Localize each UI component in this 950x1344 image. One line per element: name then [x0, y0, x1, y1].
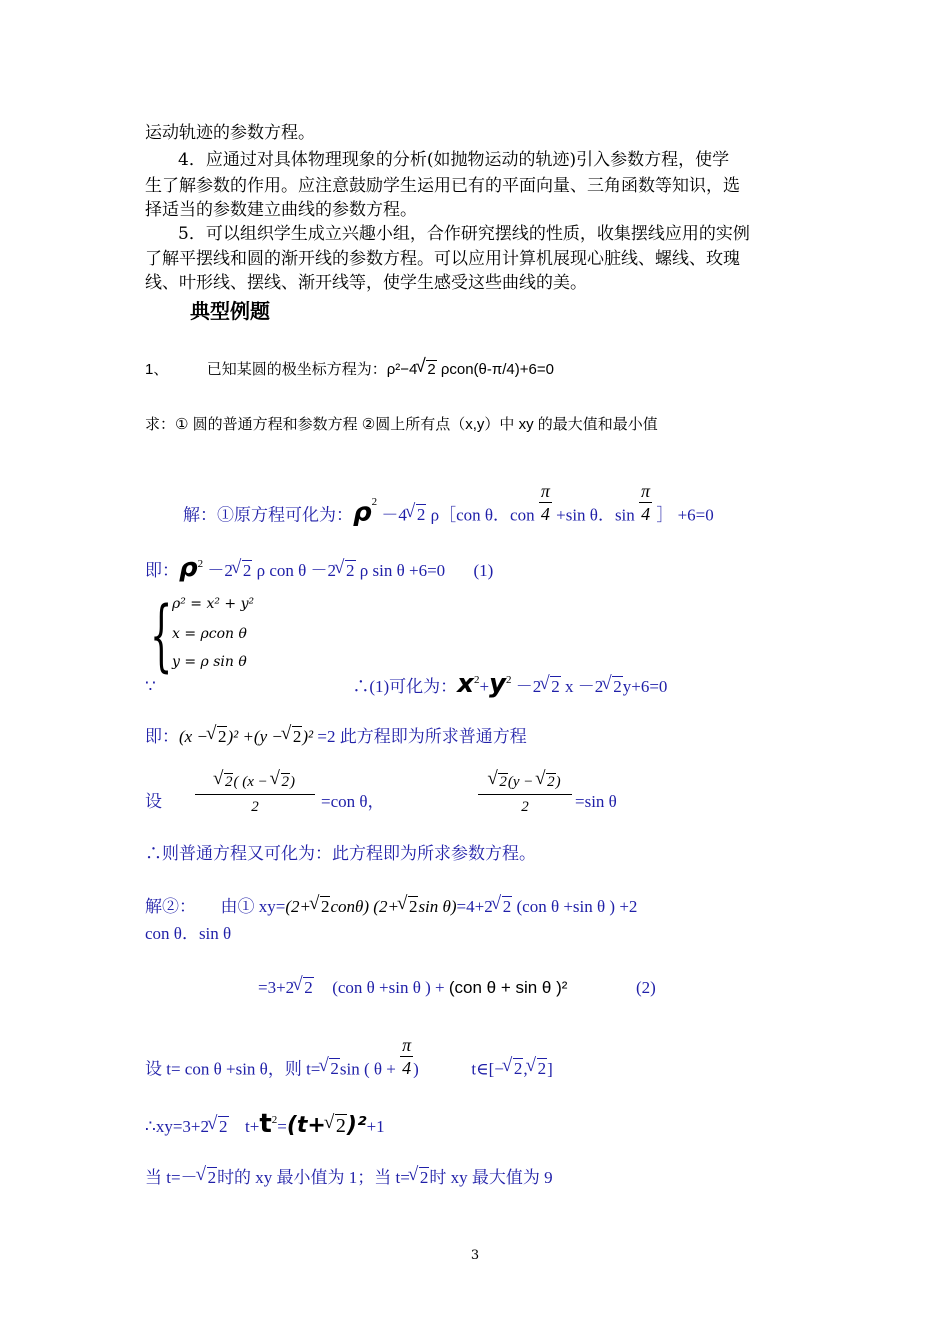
solution-line-8: =3+2√ 2 (con θ +sin θ ) + (con θ + sin θ )² (2) [258, 976, 656, 1000]
intro-line: 运动轨迹的参数方程。 [145, 123, 315, 143]
intro-line: 了解平摆线和圆的渐开线的参数方程。可以应用计算机展现心脏线、螺线、玫瑰 [145, 249, 740, 269]
document-page: 运动轨迹的参数方程。 4．应通过对具体物理现象的分析(如抛物运动的轨迹)引入参数方程，使学 生了解参数的作用。应注意鼓励学生运用已有的平面向量、三角函数等知识，选 择适当的参数建立曲线的参数方程。 5．可以组织学生成立兴趣小组，合作研究摆线的性质，收集摆线应用的实例 了解平摆线和圆的渐开线的参数方程。可以应用计算机展现心脏线、螺线、玫瑰 线、叶形线、摆线、渐开线等，使学生感受这些曲线的美。 典型例题 1、 已知某圆的极坐标方程为：ρ²−4√ 2 ρcon(θ-π/4)+6=0 求：① 圆的普通方程和参数方程 ②圆上所有点（x,y）中 xy 的最大值和最小值 解：①原方程可化为：$\rho^2 -4√$ 2 ρ［con θ．con $\frac{\pi}{4} +\sin$ θ．sin $\frac{\pi}{4}$ ］ +6=0 即：$\rho^2 -2√$ 2 ρ con θ －2√ 2 ρ sin θ +6=0 (1) { ρ² = x² + y² x = ρcon θ y = ρ sin θ ∵ ∴(1)可化为：$x^2+y^2 -2√$ 2 x －2√ 2y+6=0 即：(x −√ 2)² +(y −√ 2)² =2 此方程即为所求普通方程 设 √ $\frac{2( (x - √ 2)}{2}$ =con θ， √ $\frac{2(y - √ 2)}{2}$ =sin θ ∴则普通方程又可化为：此方程即为所求参数方程。 解②： 由① xy=(2+√ 2conθ) (2+√ 2sin θ)=4+2√ 2 (con θ +sin θ ) +2 con θ．sin θ =3+2√ 2 (con θ +sin θ ) + (con θ + sin θ )² (2) 设 t= con θ +sin θ，则 t=√ 2sin ( θ + $\frac{\pi}{4}$) t∈[−√ 2,√ 2] ∴xy=3+2√ 2 $t+t^2=(t+√$ 2)²+1 当 t=－√ 2时的 xy 最小值为 1；当 t=√ 2时 xy 最大值为 9 3 [0, 0, 950, 1344]
solution-line-5: 设 √ $\frac{2( (x - √ 2)}{2}$ =con θ， √ $\frac{2(y - √ 2)}{2}$ =sin θ [145, 770, 162, 810]
section-heading: 典型例题 [190, 299, 270, 323]
intro-line: 4．应通过对具体物理现象的分析(如抛物运动的轨迹)引入参数方程，使学 [178, 150, 730, 170]
intro-line: 5．可以组织学生成立兴趣小组，合作研究摆线的性质，收集摆线应用的实例 [178, 224, 750, 244]
pi-over-4: $\frac{\pi}{4}$ [540, 481, 550, 524]
intro-line: 线、叶形线、摆线、渐开线等，使学生感受这些曲线的美。 [145, 273, 587, 293]
problem-line [145, 358, 554, 382]
solution-line-6: ∴则普通方程又可化为：此方程即为所求参数方程。 [145, 844, 536, 863]
pi-over-4: $\frac{\pi}{4}$ [402, 1035, 412, 1078]
fraction: √ $\frac{2(y - √ 2)}{2}$ [478, 770, 572, 819]
problem-ask: 求：① 圆的普通方程和参数方程 ②圆上所有点（x,y）中 xy 的最大值和最小值 [145, 416, 658, 433]
sqrt-symbol: √ 2 [417, 358, 436, 382]
intro-line: 择适当的参数建立曲线的参数方程。 [145, 200, 417, 220]
solution-line-7b: con θ．sin θ [145, 924, 232, 943]
solution-line-1: 解：①原方程可化为：$\rho^2 -4√$ 2 ρ［con θ．con $\frac{\pi}{4} +\sin$ θ．sin $\frac{\pi}{4}$ ］ +6=0 [183, 494, 714, 539]
solution-line-9: 设 t= con θ +sin θ，则 t=√ 2sin ( θ + $\frac{\pi}{4}$) t∈[−√ 2,√ 2] [145, 1048, 553, 1093]
problem-text: 已知某圆的极坐标方程为：ρ²−4 [206, 361, 418, 378]
pi-over-4: $\frac{\pi}{4}$ [641, 481, 651, 524]
fraction: √ $\frac{2( (x - √ 2)}{2}$ [195, 770, 315, 819]
solution-line-3: ∵ ∴(1)可化为：$x^2+y^2 -2√$ 2 x －2√ 2y+6=0 [145, 672, 667, 699]
problem-text: ρcon(θ-π/4)+6=0 [440, 361, 554, 378]
page-number: 3 [470, 1248, 480, 1263]
problem-number: 1、 [145, 361, 169, 378]
solution-line-4: 即：(x −√ 2)² +(y −√ 2)² =2 此方程即为所求普通方程 [145, 725, 527, 749]
solution-line-10: ∴xy=3+2√ 2 $t+t^2=(t+√$ 2)²+1 [145, 1112, 385, 1139]
solution-line-2: 即：$\rho^2 -2√$ 2 ρ con θ －2√ 2 ρ sin θ +6=0 (1) [145, 556, 493, 583]
solution-line-7: 解②： 由① xy=(2+√ 2conθ) (2+√ 2sin θ)=4+2√ 2 (con θ +sin θ ) +2 [145, 895, 637, 919]
intro-line: 生了解参数的作用。应注意鼓励学生运用已有的平面向量、三角函数等知识，选 [145, 176, 740, 196]
solution-line-11: 当 t=－√ 2时的 xy 最小值为 1；当 t=√ 2时 xy 最大值为 9 [145, 1166, 553, 1190]
